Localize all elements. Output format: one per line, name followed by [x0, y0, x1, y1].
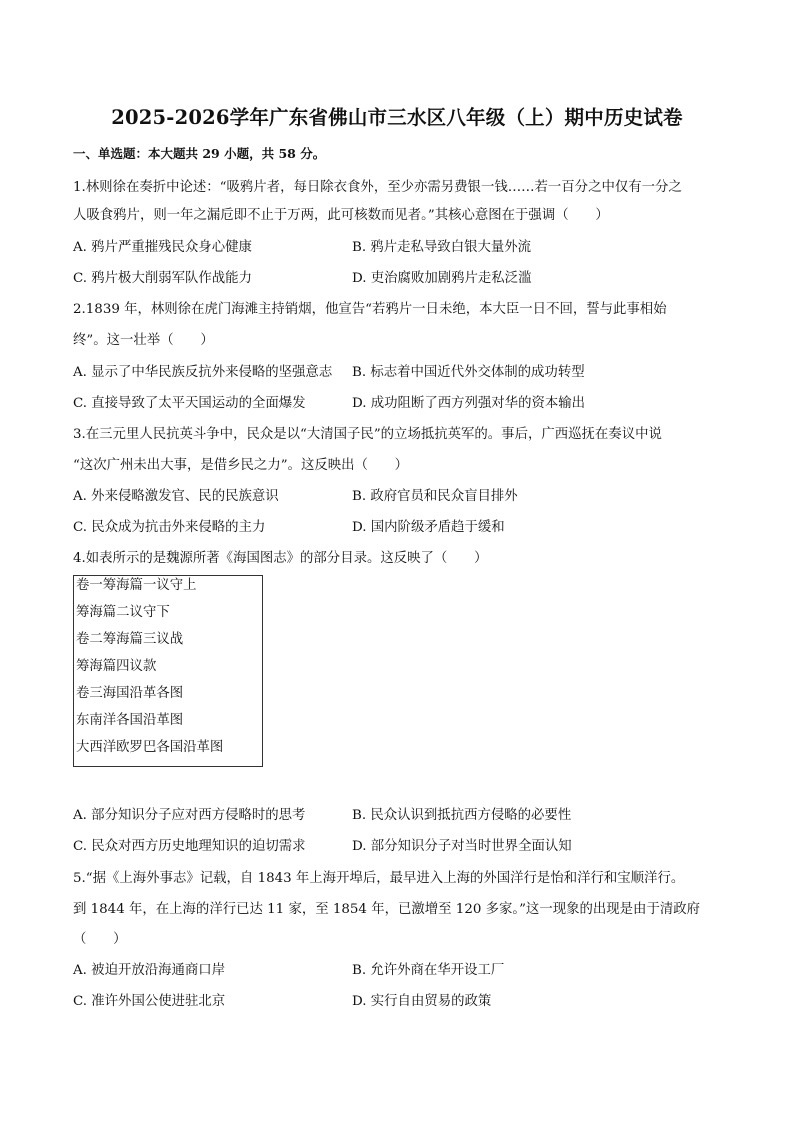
q2-option-c: C. 直接导致了太平天国运动的全面爆发	[73, 396, 306, 411]
q5-option-a: A. 被迫开放沿海通商口岸	[73, 963, 226, 978]
q2-option-b: B. 标志着中国近代外交体制的成功转型	[352, 365, 585, 380]
q5-stem-line-3: （ ）	[73, 932, 127, 947]
q5-stem-line-1: 5.“据《上海外事志》记载，自 1843 年上海开埠后，最早进入上海的外国洋行是怡和洋行和宝顺洋行。	[73, 871, 685, 886]
q2-stem-line-1: 2.1839 年，林则徐在虎门海滩主持销烟，他宣告“若鸦片一日未绝，本大臣一日不回，誓与此事相始	[73, 302, 667, 317]
q4-option-a: A. 部分知识分子应对西方侵略时的思考	[73, 808, 306, 823]
section-header: 一、单选题：本大题共 29 小题，共 58 分。	[73, 146, 326, 161]
q1-stem-line-1: 1.林则徐在奏折中论述：“吸鸦片者，每日除衣食外，至少亦需另费银一钱……若一百分之中仅有一分之	[73, 180, 682, 195]
q1-option-b: B. 鸦片走私导致白银大量外流	[352, 240, 532, 255]
table-of-contents-box	[73, 575, 263, 767]
q4-stem-line-1: 4.如表所示的是魏源所著《海国图志》的部分目录。这反映了（ ）	[73, 551, 488, 566]
q1-stem-line-2: 人吸食鸦片，则一年之漏卮即不止于万两，此可核数而见者。”其核心意图在于强调（ ）	[73, 208, 609, 223]
toc-row: 卷一筹海篇一议守上	[76, 578, 197, 593]
toc-row: 筹海篇四议款	[76, 659, 157, 674]
toc-row: 大西洋欧罗巴各国沿革图	[76, 740, 224, 755]
page-title: 2025-2026学年广东省佛山市三水区八年级（上）期中历史试卷	[111, 106, 683, 129]
q2-option-d: D. 成功阻断了西方列强对华的资本输出	[352, 396, 586, 411]
q5-option-c: C. 准许外国公使进驻北京	[73, 994, 226, 1009]
q3-stem-line-1: 3.在三元里人民抗英斗争中，民众是以“大清国子民”的立场抵抗英军的。事后，广西巡抚在奏议中说	[73, 427, 662, 442]
toc-row: 卷二筹海篇三议战	[76, 632, 184, 647]
q5-option-d: D. 实行自由贸易的政策	[352, 994, 492, 1009]
q3-option-b: B. 政府官员和民众盲目排外	[352, 489, 518, 504]
q4-option-d: D. 部分知识分子对当时世界全面认知	[352, 839, 572, 854]
q3-stem-line-2: “这次广州未出大事，是借乡民之力”。这反映出（ ）	[73, 458, 409, 473]
toc-row: 东南洋各国沿革图	[76, 713, 184, 728]
q3-option-d: D. 国内阶级矛盾趋于缓和	[352, 520, 505, 535]
q1-option-a: A. 鸦片严重摧残民众身心健康	[73, 240, 252, 255]
q2-option-a: A. 显示了中华民族反抗外来侵略的坚强意志	[73, 365, 333, 380]
toc-row: 卷三海国沿革各图	[76, 686, 184, 701]
q3-option-a: A. 外来侵略激发官、民的民族意识	[73, 489, 279, 504]
q4-option-c: C. 民众对西方历史地理知识的迫切需求	[73, 839, 306, 854]
q5-stem-line-2: 到 1844 年，在上海的洋行已达 11 家，至 1854 年，已激增至 120 多家。”这一现象的出现是由于清政府	[73, 902, 701, 917]
q2-stem-line-2: 终”。这一壮举（ ）	[73, 333, 214, 348]
q3-option-c: C. 民众成为抗击外来侵略的主力	[73, 520, 266, 535]
q4-option-b: B. 民众认识到抵抗西方侵略的必要性	[352, 808, 572, 823]
q5-option-b: B. 允许外商在华开设工厂	[352, 963, 505, 978]
q1-option-c: C. 鸦片极大削弱军队作战能力	[73, 271, 252, 286]
q1-option-d: D. 吏治腐败加剧鸦片走私泛滥	[352, 271, 532, 286]
toc-row: 筹海篇二议守下	[76, 605, 170, 620]
